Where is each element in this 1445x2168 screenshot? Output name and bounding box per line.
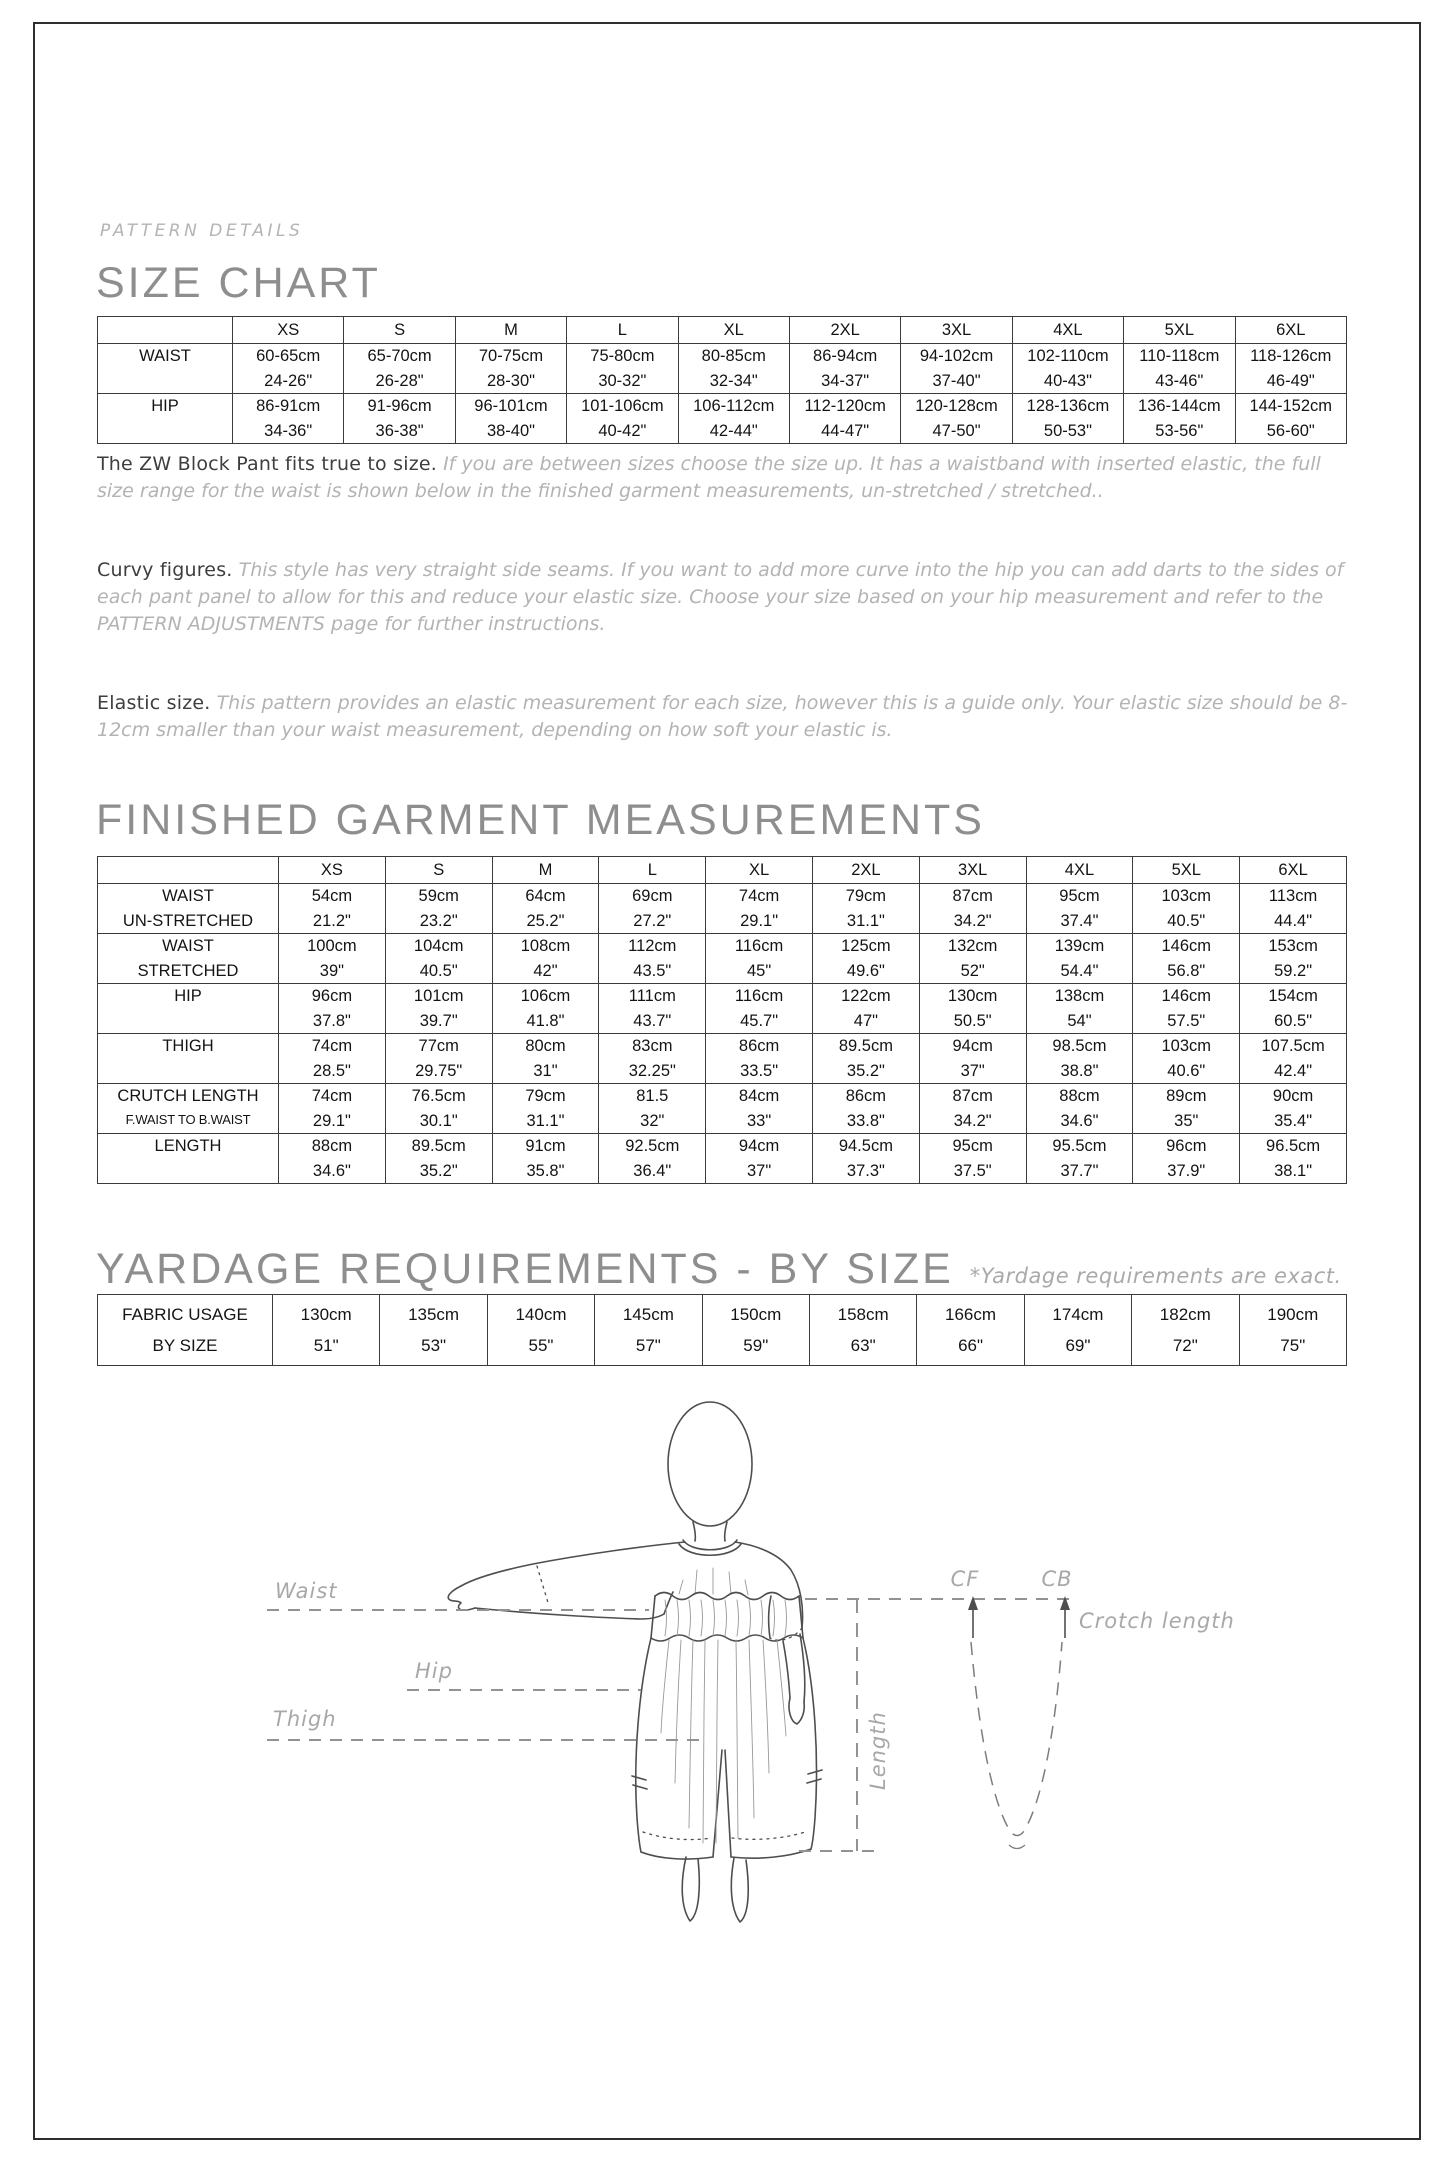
measurement-cell: 135cm 53" [380, 1295, 487, 1366]
yardage-title: YARDAGE REQUIREMENTS - BY SIZE [96, 1245, 954, 1293]
measurement-cell: 116cm 45.7" [706, 984, 813, 1034]
size-column-header: XS [279, 857, 386, 884]
size-column-header: 6XL [1240, 857, 1347, 884]
measurement-cell: 100cm 39" [279, 934, 386, 984]
size-column-header: L [599, 857, 706, 884]
measurement-cell: 106cm 41.8" [492, 984, 599, 1034]
measurement-cell: 120-128cm 47-50" [901, 394, 1012, 444]
row-label: FABRIC USAGE BY SIZE [98, 1295, 273, 1366]
measurement-row [98, 884, 1347, 934]
measurement-cell: 88cm 34.6" [1026, 1084, 1133, 1134]
size-column-header: 6XL [1235, 317, 1346, 344]
measurement-cell: 111cm 43.7" [599, 984, 706, 1034]
measurement-cell: 130cm 50.5" [919, 984, 1026, 1034]
row-label: THIGH [98, 1034, 279, 1084]
measurement-cell: 88cm 34.6" [279, 1134, 386, 1184]
size-column-header: 3XL [919, 857, 1026, 884]
size-chart-table [97, 316, 1347, 444]
measurement-cell: 140cm 55" [487, 1295, 594, 1366]
measurement-cell: 154cm 60.5" [1240, 984, 1347, 1034]
pattern-details-label: PATTERN DETAILS [100, 221, 304, 241]
measurement-cell: 125cm 49.6" [812, 934, 919, 984]
measurement-cell: 158cm 63" [809, 1295, 916, 1366]
measurement-cell: 103cm 40.5" [1133, 884, 1240, 934]
measurement-cell: 83cm 32.25" [599, 1034, 706, 1084]
finished-garment-table [97, 856, 1347, 1184]
measurement-cell: 74cm 29.1" [279, 1084, 386, 1134]
measurement-cell: 54cm 21.2" [279, 884, 386, 934]
row-label: WAIST UN-STRETCHED [98, 884, 279, 934]
pant-hem-stitch [643, 1831, 808, 1840]
hip-label: Hip [415, 1659, 453, 1683]
measurement-cell: 89cm 35" [1133, 1084, 1240, 1134]
measurement-row [98, 1034, 1347, 1084]
measurement-cell: 128-136cm 50-53" [1012, 394, 1123, 444]
size-column-header: 2XL [812, 857, 919, 884]
size-chart-title: SIZE CHART [96, 259, 381, 307]
crotch-curve [971, 1642, 1062, 1836]
measurement-cell: 79cm 31.1" [812, 884, 919, 934]
size-header-row [98, 857, 1347, 884]
measurement-cell: 86-91cm 34-36" [233, 394, 344, 444]
curvy-paragraph-body: This style has very straight side seams. If you want to add more curve into the hip you can add darts to the sides of each pant panel to allow for this and reduce your elastic size. Choose your size based on your hip measurement and refer to the PATTERN ADJUSTMENTS page for further instructions. [97, 559, 1344, 635]
measurement-cell: 146cm 57.5" [1133, 984, 1240, 1034]
empty-corner-cell [98, 317, 233, 344]
measurement-cell: 96cm 37.8" [279, 984, 386, 1034]
measurement-cell: 116cm 45" [706, 934, 813, 984]
measurement-cell: 70-75cm 28-30" [455, 344, 566, 394]
measurement-cell: 74cm 28.5" [279, 1034, 386, 1084]
size-header-row [98, 317, 1347, 344]
empty-corner-cell [98, 857, 279, 884]
measurement-cell: 86cm 33.5" [706, 1034, 813, 1084]
measurement-cell: 112-120cm 44-47" [789, 394, 900, 444]
elastic-size-paragraph [97, 690, 1359, 744]
measurement-row [98, 984, 1347, 1034]
measurement-cell: 113cm 44.4" [1240, 884, 1347, 934]
measurement-cell: 139cm 54.4" [1026, 934, 1133, 984]
measurement-cell: 101-106cm 40-42" [567, 394, 678, 444]
crotch-curve-bottom [1009, 1845, 1025, 1849]
cb-arrow [1060, 1596, 1070, 1638]
curvy-figures-paragraph [97, 557, 1359, 638]
measurement-row [98, 1134, 1347, 1184]
row-label: WAIST [98, 344, 233, 394]
elastic-paragraph-lead: Elastic size. [97, 692, 211, 714]
measurement-cell: 91cm 35.8" [492, 1134, 599, 1184]
measurement-cell: 75-80cm 30-32" [567, 344, 678, 394]
measurement-cell: 145cm 57" [595, 1295, 702, 1366]
row-label: CRUTCH LENGTH F.WAIST TO B.WAIST [98, 1084, 279, 1134]
measurement-cell: 65-70cm 26-28" [344, 344, 455, 394]
measurement-row [98, 1084, 1347, 1134]
measurement-cell: 150cm 59" [702, 1295, 809, 1366]
size-column-header: 4XL [1026, 857, 1133, 884]
curvy-paragraph-lead: Curvy figures. [97, 559, 233, 581]
measurement-cell: 96-101cm 38-40" [455, 394, 566, 444]
cf-label: CF [950, 1567, 980, 1591]
measurement-cell: 166cm 66" [917, 1295, 1024, 1366]
measurement-cell: 144-152cm 56-60" [1235, 394, 1346, 444]
size-column-header: M [492, 857, 599, 884]
measurement-cell: 77cm 29.75" [385, 1034, 492, 1084]
measurement-cell: 95cm 37.4" [1026, 884, 1133, 934]
size-column-header: 4XL [1012, 317, 1123, 344]
yardage-note: *Yardage requirements are exact. [969, 1264, 1342, 1288]
size-column-header: 5XL [1133, 857, 1240, 884]
measurement-cell: 80cm 31" [492, 1034, 599, 1084]
measurement-row [98, 934, 1347, 984]
measurement-cell: 60-65cm 24-26" [233, 344, 344, 394]
thigh-label: Thigh [273, 1707, 337, 1731]
measurement-cell: 104cm 40.5" [385, 934, 492, 984]
measurement-cell: 64cm 25.2" [492, 884, 599, 934]
measurement-cell: 87cm 34.2" [919, 884, 1026, 934]
measurement-cell: 108cm 42" [492, 934, 599, 984]
measurement-cell: 122cm 47" [812, 984, 919, 1034]
measurement-cell: 106-112cm 42-44" [678, 394, 789, 444]
sleeve-cuff-stitch [537, 1566, 549, 1606]
measurement-cell: 86-94cm 34-37" [789, 344, 900, 394]
measurement-cell: 138cm 54" [1026, 984, 1133, 1034]
measurement-cell: 136-144cm 53-56" [1124, 394, 1235, 444]
row-label: HIP [98, 984, 279, 1034]
measurement-cell: 84cm 33" [706, 1084, 813, 1134]
measurement-row [98, 344, 1347, 394]
measurement-cell: 92.5cm 36.4" [599, 1134, 706, 1184]
cf-arrow [968, 1596, 978, 1638]
measurement-cell: 103cm 40.6" [1133, 1034, 1240, 1084]
measurement-cell: 94.5cm 37.3" [812, 1134, 919, 1184]
measurement-cell: 59cm 23.2" [385, 884, 492, 934]
measurement-cell: 182cm 72" [1132, 1295, 1239, 1366]
row-label: LENGTH [98, 1134, 279, 1184]
measurement-cell: 94cm 37" [706, 1134, 813, 1184]
yardage-heading [96, 1245, 1342, 1294]
size-column-header: XL [706, 857, 813, 884]
size-column-header: L [567, 317, 678, 344]
measurement-cell: 86cm 33.8" [812, 1084, 919, 1134]
fit-paragraph-lead: The ZW Block Pant fits true to size. [97, 453, 438, 475]
row-label: WAIST STRETCHED [98, 934, 279, 984]
figure-feet [682, 1857, 748, 1922]
measurement-diagram [85, 1388, 1375, 1953]
measurement-cell: 90cm 35.4" [1240, 1084, 1347, 1134]
crotch-length-label: Crotch length [1079, 1609, 1235, 1633]
size-column-header: 3XL [901, 317, 1012, 344]
measurement-cell: 74cm 29.1" [706, 884, 813, 934]
figure-waistband [651, 1593, 803, 1642]
measurement-cell: 89.5cm 35.2" [385, 1134, 492, 1184]
measurement-cell: 87cm 34.2" [919, 1084, 1026, 1134]
measurement-cell: 91-96cm 36-38" [344, 394, 455, 444]
measurement-cell: 79cm 31.1" [492, 1084, 599, 1134]
measurement-cell: 96cm 37.9" [1133, 1134, 1240, 1184]
waist-label: Waist [275, 1579, 338, 1603]
measurement-cell: 174cm 69" [1024, 1295, 1131, 1366]
measurement-cell: 112cm 43.5" [599, 934, 706, 984]
size-column-header: S [385, 857, 492, 884]
row-label: HIP [98, 394, 233, 444]
measurement-cell: 89.5cm 35.2" [812, 1034, 919, 1084]
measurement-cell: 153cm 59.2" [1240, 934, 1347, 984]
fit-paragraph-body: If you are between sizes choose the size up. It has a waistband with inserted elastic, the full size range for the waist is shown below in the finished garment measurements, un-stretched / stretched.. [97, 453, 1321, 502]
fit-paragraph [97, 451, 1359, 505]
measurement-cell: 94cm 37" [919, 1034, 1026, 1084]
size-column-header: XL [678, 317, 789, 344]
size-column-header: 5XL [1124, 317, 1235, 344]
measurement-cell: 146cm 56.8" [1133, 934, 1240, 984]
measurement-cell: 101cm 39.7" [385, 984, 492, 1034]
measurement-cell: 132cm 52" [919, 934, 1026, 984]
measurement-cell: 107.5cm 42.4" [1240, 1034, 1347, 1084]
figure-pants [632, 1638, 822, 1859]
size-column-header: M [455, 317, 566, 344]
measurement-row [98, 1295, 1347, 1366]
finished-garment-title: FINISHED GARMENT MEASUREMENTS [96, 796, 985, 844]
measurement-row [98, 394, 1347, 444]
measurement-cell: 110-118cm 43-46" [1124, 344, 1235, 394]
elastic-paragraph-body: This pattern provides an elastic measurement for each size, however this is a guide only. Your elastic size should be 8-12cm smaller than your waist measurement, depending on how soft your elastic is. [97, 692, 1348, 741]
measurement-cell: 69cm 27.2" [599, 884, 706, 934]
measurement-cell: 95.5cm 37.7" [1026, 1134, 1133, 1184]
measurement-cell: 95cm 37.5" [919, 1134, 1026, 1184]
measurement-cell: 190cm 75" [1239, 1295, 1346, 1366]
size-column-header: 2XL [789, 317, 900, 344]
measurement-cell: 98.5cm 38.8" [1026, 1034, 1133, 1084]
figure-head [668, 1402, 752, 1555]
measurement-cell: 96.5cm 38.1" [1240, 1134, 1347, 1184]
measurement-cell: 102-110cm 40-43" [1012, 344, 1123, 394]
measurement-cell: 76.5cm 30.1" [385, 1084, 492, 1134]
size-column-header: S [344, 317, 455, 344]
yardage-table [97, 1294, 1347, 1366]
measurement-cell: 94-102cm 37-40" [901, 344, 1012, 394]
measurement-cell: 80-85cm 32-34" [678, 344, 789, 394]
measurement-cell: 118-126cm 46-49" [1235, 344, 1346, 394]
length-label: Length [866, 1711, 890, 1790]
measurement-cell: 81.5 32" [599, 1084, 706, 1134]
measurement-cell: 130cm 51" [273, 1295, 380, 1366]
size-column-header: XS [233, 317, 344, 344]
cb-label: CB [1041, 1567, 1073, 1591]
